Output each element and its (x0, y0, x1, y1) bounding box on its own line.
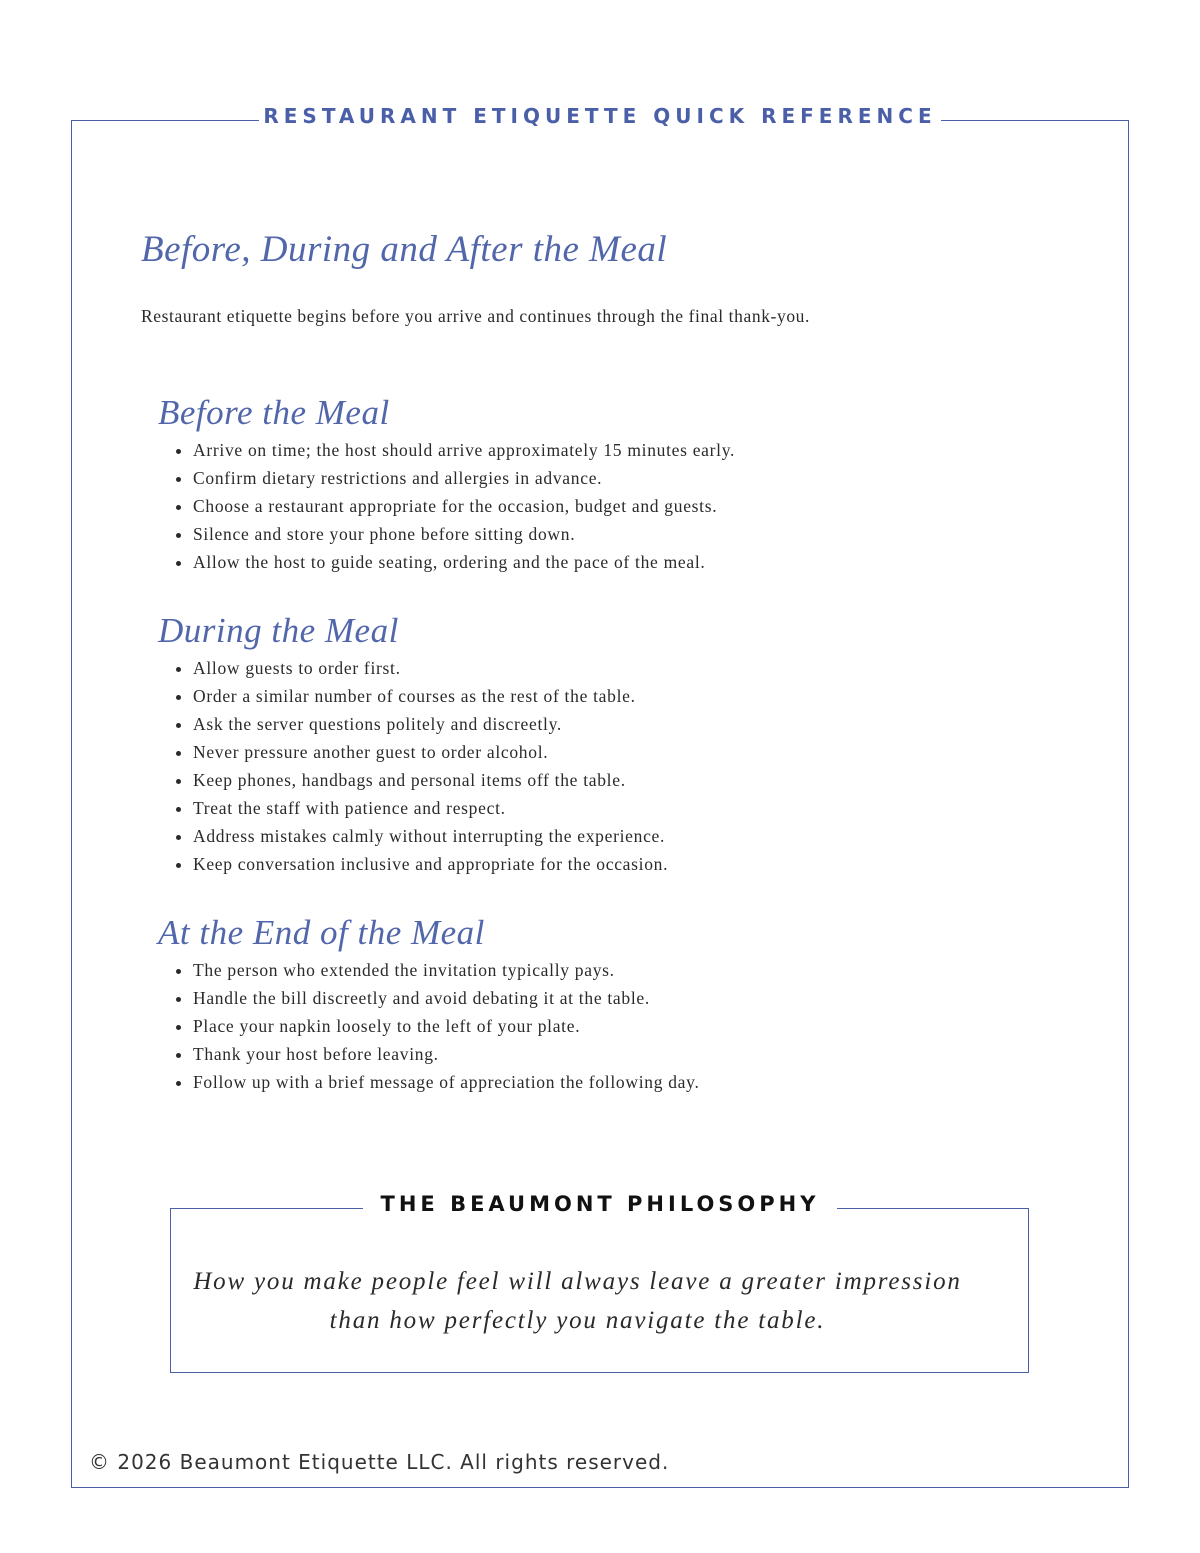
list-item: • The person who extended the invitation typically pays. (193, 956, 700, 984)
list-item: • Place your napkin loosely to the left of your plate. (193, 1012, 700, 1040)
copyright-footer: © 2026 Beaumont Etiquette LLC. All rights reserved. (89, 1450, 670, 1474)
section-heading: During the Meal (158, 611, 399, 650)
section-during-meal (158, 608, 668, 878)
header-label: RESTAURANT ETIQUETTE QUICK REFERENCE (259, 104, 940, 128)
list-item: • Keep conversation inclusive and appropriate for the occasion. (193, 850, 668, 878)
section-end-meal (158, 910, 700, 1096)
section-heading: At the End of the Meal (158, 913, 485, 952)
section-list (158, 956, 700, 1096)
philosophy-quote: How you make people feel will always leave a greater impression than how perfectly you navigate the table. (193, 1268, 962, 1334)
list-item: • Arrive on time; the host should arrive approximately 15 minutes early. (193, 436, 735, 464)
list-item: • Address mistakes calmly without interrupting the experience. (193, 822, 668, 850)
list-item: • Allow the host to guide seating, ordering and the pace of the meal. (193, 548, 735, 576)
list-item: • Keep phones, handbags and personal items off the table. (193, 766, 668, 794)
list-item: • Follow up with a brief message of appreciation the following day. (193, 1068, 700, 1096)
list-item: • Handle the bill discreetly and avoid debating it at the table. (193, 984, 700, 1012)
list-item: • Treat the staff with patience and respect. (193, 794, 668, 822)
list-item: • Ask the server questions politely and discreetly. (193, 710, 668, 738)
section-before-meal (158, 390, 735, 576)
section-heading: Before the Meal (158, 393, 390, 432)
list-item: • Never pressure another guest to order alcohol. (193, 738, 668, 766)
intro-text: Restaurant etiquette begins before you arrive and continues through the final thank-you. (141, 306, 810, 326)
list-item: • Thank your host before leaving. (193, 1040, 700, 1068)
list-item: • Silence and store your phone before sitting down. (193, 520, 735, 548)
list-item: • Allow guests to order first. (193, 654, 668, 682)
section-list (158, 436, 735, 576)
list-item: • Choose a restaurant appropriate for the occasion, budget and guests. (193, 492, 735, 520)
list-item: • Order a similar number of courses as the rest of the table. (193, 682, 668, 710)
list-item: • Confirm dietary restrictions and allergies in advance. (193, 464, 735, 492)
philosophy-label: THE BEAUMONT PHILOSOPHY (363, 1192, 838, 1216)
section-list (158, 654, 668, 878)
page-title: Before, During and After the Meal (141, 229, 668, 270)
